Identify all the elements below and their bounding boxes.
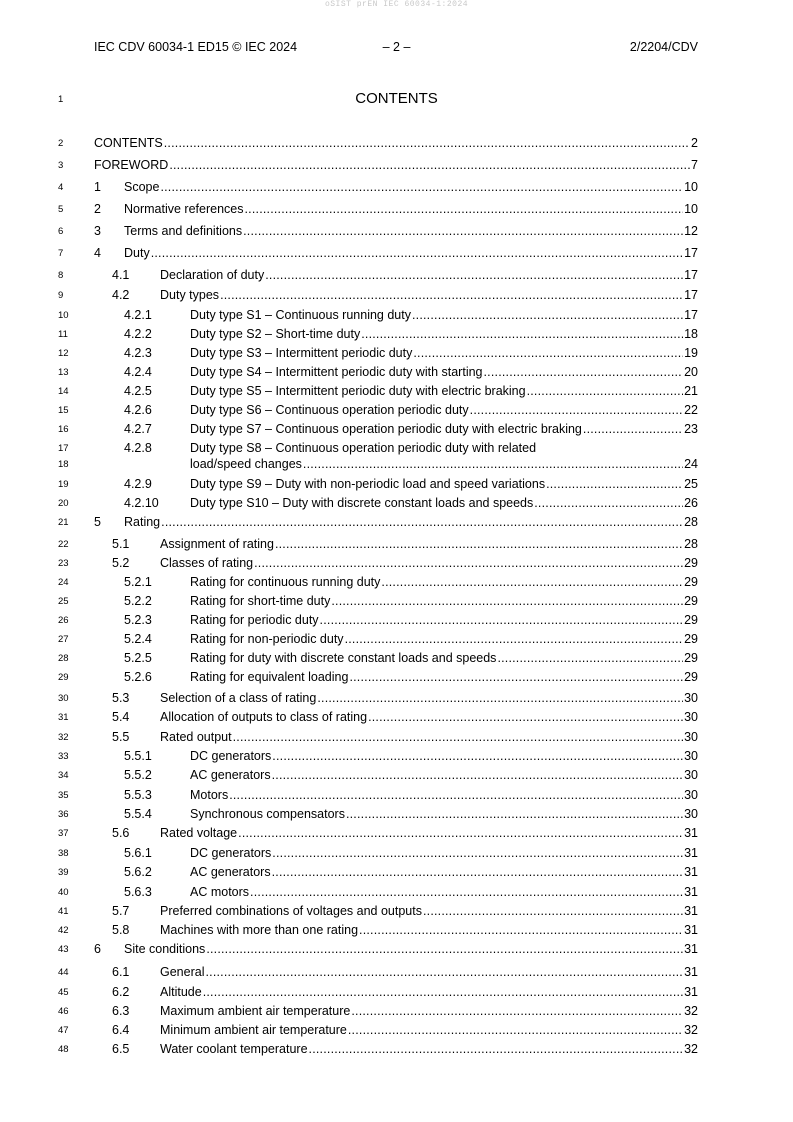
line-number: 15 bbox=[58, 405, 69, 416]
toc-entry-number: 4.1 bbox=[112, 268, 130, 282]
toc-entry-title: Assignment of rating bbox=[160, 537, 274, 551]
dot-leader bbox=[245, 201, 684, 217]
toc-entry-number: 5.2.6 bbox=[124, 670, 152, 684]
line-number: 12 bbox=[58, 348, 69, 359]
toc-entry-title: Allocation of outputs to class of rating bbox=[160, 710, 368, 724]
toc-entry-number: 5.5.3 bbox=[124, 788, 152, 802]
toc-entry-number: 5.4 bbox=[112, 710, 130, 724]
toc-entry-number: 4.2.5 bbox=[124, 384, 152, 398]
toc-entry-page: 30 bbox=[684, 710, 698, 724]
toc-entry-page: 17 bbox=[684, 268, 698, 282]
toc-entry-title: Synchronous compensators bbox=[190, 807, 345, 821]
dot-leader bbox=[164, 135, 690, 151]
line-number: 36 bbox=[58, 809, 69, 820]
dot-leader bbox=[423, 903, 683, 919]
toc-entry-title: Terms and definitions bbox=[124, 224, 243, 238]
toc-entry[interactable] bbox=[94, 964, 698, 980]
toc-entry-page: 32 bbox=[684, 1004, 698, 1018]
toc-entry-number: 6.5 bbox=[112, 1042, 130, 1056]
line-number: 19 bbox=[58, 479, 69, 490]
toc-entry-number: 5.5.1 bbox=[124, 749, 152, 763]
toc-entry-page: 31 bbox=[684, 923, 698, 937]
toc-entry-number: 4.2.3 bbox=[124, 346, 152, 360]
line-number: 29 bbox=[58, 672, 69, 683]
line-number: 20 bbox=[58, 498, 69, 509]
toc-entry-number: 3 bbox=[94, 224, 101, 238]
toc-entry-number: 5.6.2 bbox=[124, 865, 152, 879]
toc-entry[interactable] bbox=[94, 179, 698, 195]
toc-entry-page: 31 bbox=[684, 904, 698, 918]
line-number: 33 bbox=[58, 751, 69, 762]
toc-entry[interactable] bbox=[94, 245, 698, 261]
toc-entry-title: Duty type S9 – Duty with non-periodic load and speed variations bbox=[190, 477, 546, 491]
toc-entry[interactable] bbox=[94, 495, 698, 511]
toc-entry-page: 31 bbox=[684, 865, 698, 879]
line-number: 16 bbox=[58, 424, 69, 435]
toc-entry-title: Rating bbox=[124, 515, 161, 529]
toc-entry-title: Maximum ambient air temperature bbox=[160, 1004, 351, 1018]
toc-entry-page: 17 bbox=[684, 246, 698, 260]
toc-entry-title: Duty bbox=[124, 246, 150, 260]
line-number: 3 bbox=[58, 160, 64, 171]
toc-entry-page: 29 bbox=[684, 632, 698, 646]
toc-entry-page: 30 bbox=[684, 749, 698, 763]
toc-entry-page: 29 bbox=[684, 594, 698, 608]
toc-entry-page: 17 bbox=[684, 308, 698, 322]
dot-leader bbox=[233, 729, 684, 745]
toc-entry[interactable] bbox=[94, 307, 698, 323]
toc-entry-page: 22 bbox=[684, 403, 698, 417]
toc-entry[interactable] bbox=[94, 421, 698, 437]
toc-entry-page: 29 bbox=[684, 651, 698, 665]
line-number: 6 bbox=[58, 226, 64, 237]
toc-entry-number: 4.2.8 bbox=[124, 441, 152, 455]
line-number: 13 bbox=[58, 367, 69, 378]
dot-leader bbox=[527, 383, 684, 399]
toc-entry[interactable] bbox=[94, 690, 698, 706]
toc-entry-number: 5.7 bbox=[112, 904, 130, 918]
line-number: 23 bbox=[58, 558, 69, 569]
toc-entry-number: 5.5.4 bbox=[124, 807, 152, 821]
line-number: 11 bbox=[58, 329, 68, 340]
toc-entry-page: 26 bbox=[684, 496, 698, 510]
line-number: 18 bbox=[58, 459, 69, 470]
dot-leader bbox=[272, 748, 683, 764]
line-number: 46 bbox=[58, 1006, 69, 1017]
toc-entry-number: 5.8 bbox=[112, 923, 130, 937]
toc-entry[interactable] bbox=[94, 514, 698, 530]
line-number: 35 bbox=[58, 790, 69, 801]
toc-entry-page: 29 bbox=[684, 556, 698, 570]
toc-entry-title: Duty type S2 – Short-time duty bbox=[190, 327, 361, 341]
toc-entry-page: 31 bbox=[684, 942, 698, 956]
toc-entry-number: 5.3 bbox=[112, 691, 130, 705]
toc-entry-title: AC motors bbox=[190, 885, 250, 899]
toc-entry-number: 5.2 bbox=[112, 556, 130, 570]
toc-entry-title: FOREWORD bbox=[94, 158, 169, 172]
toc-entry-title: Duty type S7 – Continuous operation periodic duty with electric braking bbox=[190, 422, 582, 436]
line-number: 9 bbox=[58, 290, 64, 301]
toc-entry-page: 7 bbox=[691, 158, 698, 172]
dot-leader bbox=[272, 864, 683, 880]
toc-entry-page: 31 bbox=[684, 826, 698, 840]
toc-entry-number: 4.2.2 bbox=[124, 327, 152, 341]
line-number: 30 bbox=[58, 693, 69, 704]
toc-entry-title: Motors bbox=[190, 788, 229, 802]
toc-entry-title: Duty type S1 – Continuous running duty bbox=[190, 308, 411, 322]
toc-entry-page: 28 bbox=[684, 537, 698, 551]
toc-entry[interactable] bbox=[94, 650, 698, 666]
toc-entry[interactable] bbox=[94, 884, 698, 900]
toc-entry[interactable] bbox=[94, 364, 698, 380]
toc-entry[interactable] bbox=[94, 326, 698, 342]
toc-entry-page: 19 bbox=[684, 346, 698, 360]
toc-entry[interactable] bbox=[94, 1003, 698, 1019]
toc-entry-page: 29 bbox=[684, 613, 698, 627]
toc-entry-page: 30 bbox=[684, 768, 698, 782]
dot-leader bbox=[160, 179, 683, 195]
dot-leader bbox=[331, 593, 683, 609]
dot-leader bbox=[243, 223, 683, 239]
line-number: 27 bbox=[58, 634, 69, 645]
dot-leader bbox=[169, 157, 690, 173]
toc-entry[interactable] bbox=[94, 1022, 698, 1038]
toc-entry-number: 5.6.1 bbox=[124, 846, 152, 860]
dot-leader bbox=[368, 709, 683, 725]
header-document-id: IEC CDV 60034-1 ED15 © IEC 2024 bbox=[94, 40, 298, 54]
dot-leader bbox=[546, 476, 683, 492]
toc-entry-page: 30 bbox=[684, 788, 698, 802]
toc-entry-number: 6.4 bbox=[112, 1023, 130, 1037]
toc-entry[interactable] bbox=[94, 984, 698, 1000]
toc-entry-number: 4 bbox=[94, 246, 101, 260]
line-number: 48 bbox=[58, 1044, 69, 1055]
toc-entry-page: 31 bbox=[684, 885, 698, 899]
toc-entry-page: 30 bbox=[684, 691, 698, 705]
toc-entry-title: Duty type S5 – Intermittent periodic duty with electric braking bbox=[190, 384, 526, 398]
toc-entry[interactable] bbox=[94, 845, 698, 861]
line-number: 28 bbox=[58, 653, 69, 664]
toc-entry-title: Altitude bbox=[160, 985, 202, 999]
dot-leader bbox=[220, 287, 683, 303]
toc-entry-number: 5.2.4 bbox=[124, 632, 152, 646]
dot-leader bbox=[275, 536, 683, 552]
line-number: 1 bbox=[58, 94, 64, 105]
toc-entry-number: 5.1 bbox=[112, 537, 130, 551]
dot-leader bbox=[534, 495, 683, 511]
dot-leader bbox=[320, 612, 684, 628]
toc-entry-number: 6.1 bbox=[112, 965, 130, 979]
toc-entry-page: 30 bbox=[684, 807, 698, 821]
toc-entry-title: DC generators bbox=[190, 749, 272, 763]
line-number: 4 bbox=[58, 182, 64, 193]
toc-entry-title: Classes of rating bbox=[160, 556, 254, 570]
toc-entry[interactable] bbox=[94, 536, 698, 552]
dot-leader bbox=[161, 514, 683, 530]
toc-entry-title: Rating for non-periodic duty bbox=[190, 632, 344, 646]
toc-entry[interactable] bbox=[94, 593, 698, 609]
toc-entry-number: 6 bbox=[94, 942, 101, 956]
toc-entry[interactable] bbox=[94, 223, 698, 239]
toc-entry-number: 5.6.3 bbox=[124, 885, 152, 899]
toc-entry[interactable] bbox=[94, 864, 698, 880]
toc-entry[interactable] bbox=[94, 201, 698, 217]
dot-leader bbox=[272, 767, 683, 783]
toc-entry-page: 12 bbox=[684, 224, 698, 238]
line-number: 47 bbox=[58, 1025, 69, 1036]
toc-entry[interactable] bbox=[94, 669, 698, 685]
toc-entry[interactable] bbox=[94, 135, 698, 151]
dot-leader bbox=[345, 631, 684, 647]
dot-leader bbox=[381, 574, 683, 590]
toc-entry-title: AC generators bbox=[190, 865, 271, 879]
line-number: 42 bbox=[58, 925, 69, 936]
toc-entry-number: 4.2.10 bbox=[124, 496, 159, 510]
line-number: 38 bbox=[58, 848, 69, 859]
toc-entry-title: Declaration of duty bbox=[160, 268, 265, 282]
toc-entry-page: 29 bbox=[684, 575, 698, 589]
toc-entry[interactable] bbox=[94, 402, 698, 418]
toc-entry-title: Duty types bbox=[160, 288, 220, 302]
toc-entry-page: 23 bbox=[684, 422, 698, 436]
dot-leader bbox=[303, 456, 683, 472]
toc-entry-page: 28 bbox=[684, 515, 698, 529]
header-document-code: 2/2204/CDV bbox=[629, 40, 698, 54]
toc-entry[interactable] bbox=[94, 806, 698, 822]
toc-entry[interactable] bbox=[94, 748, 698, 764]
toc-entry-number: 5 bbox=[94, 515, 101, 529]
dot-leader bbox=[206, 941, 683, 957]
toc-entry-title: Rating for equivalent loading bbox=[190, 670, 349, 684]
toc-entry-title: Water coolant temperature bbox=[160, 1042, 308, 1056]
toc-entry-number: 4.2.4 bbox=[124, 365, 152, 379]
toc-entry[interactable] bbox=[94, 440, 698, 472]
dot-leader bbox=[497, 650, 683, 666]
line-number: 22 bbox=[58, 539, 69, 550]
toc-entry[interactable] bbox=[94, 922, 698, 938]
toc-entry-title: Minimum ambient air temperature bbox=[160, 1023, 347, 1037]
toc-entry[interactable] bbox=[94, 555, 698, 571]
toc-entry-title: CONTENTS bbox=[94, 136, 163, 150]
toc-entry-title: Rating for duty with discrete constant loads and speeds bbox=[190, 651, 497, 665]
dot-leader bbox=[203, 984, 683, 1000]
line-number: 45 bbox=[58, 987, 69, 998]
toc-entry-title: Preferred combinations of voltages and outputs bbox=[160, 904, 422, 918]
line-number: 39 bbox=[58, 867, 69, 878]
dot-leader bbox=[359, 922, 683, 938]
toc-entry-title: Rating for continuous running duty bbox=[190, 575, 381, 589]
toc-entry-number: 5.2.2 bbox=[124, 594, 152, 608]
toc-entry-page: 31 bbox=[684, 965, 698, 979]
toc-entry-number: 4.2.1 bbox=[124, 308, 152, 322]
line-number: 32 bbox=[58, 732, 69, 743]
line-number: 34 bbox=[58, 770, 69, 781]
toc-entry[interactable] bbox=[94, 825, 698, 841]
toc-entry-number: 4.2 bbox=[112, 288, 130, 302]
line-number: 41 bbox=[58, 906, 69, 917]
dot-leader bbox=[413, 345, 683, 361]
toc-entry-number: 5.2.1 bbox=[124, 575, 152, 589]
toc-entry-page: 17 bbox=[684, 288, 698, 302]
toc-entry-page: 25 bbox=[684, 477, 698, 491]
line-number: 21 bbox=[58, 517, 69, 528]
dot-leader bbox=[151, 245, 683, 261]
line-number: 10 bbox=[58, 310, 69, 321]
dot-leader bbox=[317, 690, 683, 706]
toc-entry-title: Duty type S3 – Intermittent periodic duty bbox=[190, 346, 413, 360]
toc-entry-title: Duty type S4 – Intermittent periodic duty with starting bbox=[190, 365, 483, 379]
toc-entry-number: 5.2.5 bbox=[124, 651, 152, 665]
toc-entry[interactable] bbox=[94, 345, 698, 361]
toc-entry-page: 32 bbox=[684, 1023, 698, 1037]
toc-entry-page: 21 bbox=[684, 384, 698, 398]
line-number: 24 bbox=[58, 577, 69, 588]
dot-leader bbox=[349, 669, 683, 685]
toc-entry-page: 29 bbox=[684, 670, 698, 684]
toc-entry[interactable] bbox=[94, 383, 698, 399]
dot-leader bbox=[351, 1003, 683, 1019]
toc-entry-page: 32 bbox=[684, 1042, 698, 1056]
dot-leader bbox=[238, 825, 683, 841]
line-number: 43 bbox=[58, 944, 69, 955]
dot-leader bbox=[412, 307, 683, 323]
line-number: 37 bbox=[58, 828, 69, 839]
dot-leader bbox=[254, 555, 683, 571]
toc-entry[interactable] bbox=[94, 709, 698, 725]
toc-entry[interactable] bbox=[94, 612, 698, 628]
toc-entry-number: 5.5 bbox=[112, 730, 130, 744]
dot-leader bbox=[470, 402, 683, 418]
toc-entry-number: 1 bbox=[94, 180, 101, 194]
toc-entry-title: Duty type S10 – Duty with discrete constant loads and speeds bbox=[190, 496, 534, 510]
toc-entry-page: 2 bbox=[691, 136, 698, 150]
toc-entry-number: 5.6 bbox=[112, 826, 130, 840]
toc-entry[interactable] bbox=[94, 574, 698, 590]
toc-entry-page: 10 bbox=[684, 180, 698, 194]
dot-leader bbox=[205, 964, 683, 980]
toc-entry[interactable] bbox=[94, 903, 698, 919]
toc-entry[interactable] bbox=[94, 476, 698, 492]
toc-entry-page: 24 bbox=[684, 457, 698, 471]
toc-entry-title: General bbox=[160, 965, 205, 979]
dot-leader bbox=[361, 326, 683, 342]
dot-leader bbox=[348, 1022, 683, 1038]
toc-entry-title-line1: Duty type S8 – Continuous operation periodic duty with related bbox=[190, 441, 537, 455]
dot-leader bbox=[346, 806, 683, 822]
toc-entry-title: Site conditions bbox=[124, 942, 206, 956]
dot-leader bbox=[272, 845, 683, 861]
toc-entry-page: 30 bbox=[684, 730, 698, 744]
toc-entry-title: DC generators bbox=[190, 846, 272, 860]
toc-entry-title: Normative references bbox=[124, 202, 244, 216]
dot-leader bbox=[309, 1041, 684, 1057]
watermark: oSIST prEN IEC 60034-1:2024 bbox=[324, 0, 469, 9]
line-number: 26 bbox=[58, 615, 69, 626]
line-number: 5 bbox=[58, 204, 64, 215]
toc-entry-page: 18 bbox=[684, 327, 698, 341]
line-number: 8 bbox=[58, 270, 64, 281]
line-number: 7 bbox=[58, 248, 64, 259]
toc-entry-title: Rating for periodic duty bbox=[190, 613, 319, 627]
toc-entry[interactable] bbox=[94, 267, 698, 283]
toc-entry[interactable] bbox=[94, 1041, 698, 1057]
toc-entry[interactable] bbox=[94, 729, 698, 745]
toc-entry-title: load/speed changes bbox=[190, 457, 302, 471]
dot-leader bbox=[265, 267, 683, 283]
toc-entry[interactable] bbox=[94, 787, 698, 803]
line-number: 31 bbox=[58, 712, 69, 723]
line-number: 44 bbox=[58, 967, 69, 978]
toc-entry-title: Selection of a class of rating bbox=[160, 691, 317, 705]
line-number: 40 bbox=[58, 887, 69, 898]
toc-entry-title: AC generators bbox=[190, 768, 271, 782]
toc-entry-title: Machines with more than one rating bbox=[160, 923, 359, 937]
toc-entry[interactable] bbox=[94, 287, 698, 303]
toc-entry-title: Duty type S6 – Continuous operation periodic duty bbox=[190, 403, 469, 417]
toc-entry-title: Rated output bbox=[160, 730, 232, 744]
toc-entry-number: 2 bbox=[94, 202, 101, 216]
dot-leader bbox=[583, 421, 683, 437]
toc-entry[interactable] bbox=[94, 767, 698, 783]
line-number: 17 bbox=[58, 443, 69, 454]
toc-entry[interactable] bbox=[94, 941, 698, 957]
toc-entry-page: 31 bbox=[684, 985, 698, 999]
toc-entry-number: 5.5.2 bbox=[124, 768, 152, 782]
page-title: CONTENTS bbox=[355, 90, 438, 107]
toc-entry-number: 4.2.7 bbox=[124, 422, 152, 436]
toc-entry-title: Scope bbox=[124, 180, 160, 194]
toc-entry-title: Rated voltage bbox=[160, 826, 238, 840]
toc-entry-number: 4.2.6 bbox=[124, 403, 152, 417]
line-number: 25 bbox=[58, 596, 69, 607]
toc-entry-number: 6.2 bbox=[112, 985, 130, 999]
toc-entry[interactable] bbox=[94, 631, 698, 647]
toc-entry-title: Rating for short-time duty bbox=[190, 594, 331, 608]
toc-entry-page: 31 bbox=[684, 846, 698, 860]
toc-entry-number: 4.2.9 bbox=[124, 477, 152, 491]
dot-leader bbox=[484, 364, 684, 380]
dot-leader bbox=[250, 884, 683, 900]
line-number: 14 bbox=[58, 386, 69, 397]
line-number: 2 bbox=[58, 138, 64, 149]
toc-entry-page: 10 bbox=[684, 202, 698, 216]
toc-entry-page: 20 bbox=[684, 365, 698, 379]
header-page-number: – 2 – bbox=[382, 40, 411, 54]
toc-entry-number: 5.2.3 bbox=[124, 613, 152, 627]
toc-entry[interactable] bbox=[94, 157, 698, 173]
dot-leader bbox=[229, 787, 683, 803]
toc-entry-number: 6.3 bbox=[112, 1004, 130, 1018]
